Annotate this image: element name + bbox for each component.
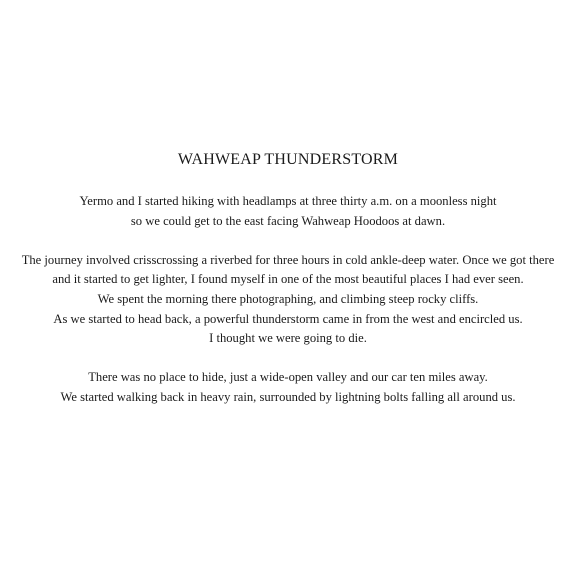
text-line: As we started to head back, a powerful thunderstorm came in from the west and encircled us. [53,311,523,326]
paragraph-3 [0,368,576,407]
text-line: The journey involved crisscrossing a riverbed for three hours in cold ankle-deep water. Once we got there [21,252,555,267]
page-title: WAHWEAP THUNDERSTORM [177,151,399,168]
text-line: Yermo and I started hiking with headlamps at three thirty a.m. on a moonless night [79,194,497,208]
text-line: We started walking back in heavy rain, surrounded by lightning bolts falling all around us. [60,389,516,404]
paragraph-1 [0,192,576,231]
text-line: so we could get to the east facing Wahweap Hoodoos at dawn. [130,213,446,228]
text-line: I thought we were going to die. [209,331,367,346]
text-line: There was no place to hide, just a wide-open valley and our car ten miles away. [88,370,488,385]
paragraph-2 [0,251,576,349]
text-line: and it started to get lighter, I found myself in one of the most beautiful places I had ever seen. [52,272,524,287]
story-text [0,192,576,427]
text-line: We spent the morning there photographing, and climbing steep rocky cliffs. [97,291,479,306]
